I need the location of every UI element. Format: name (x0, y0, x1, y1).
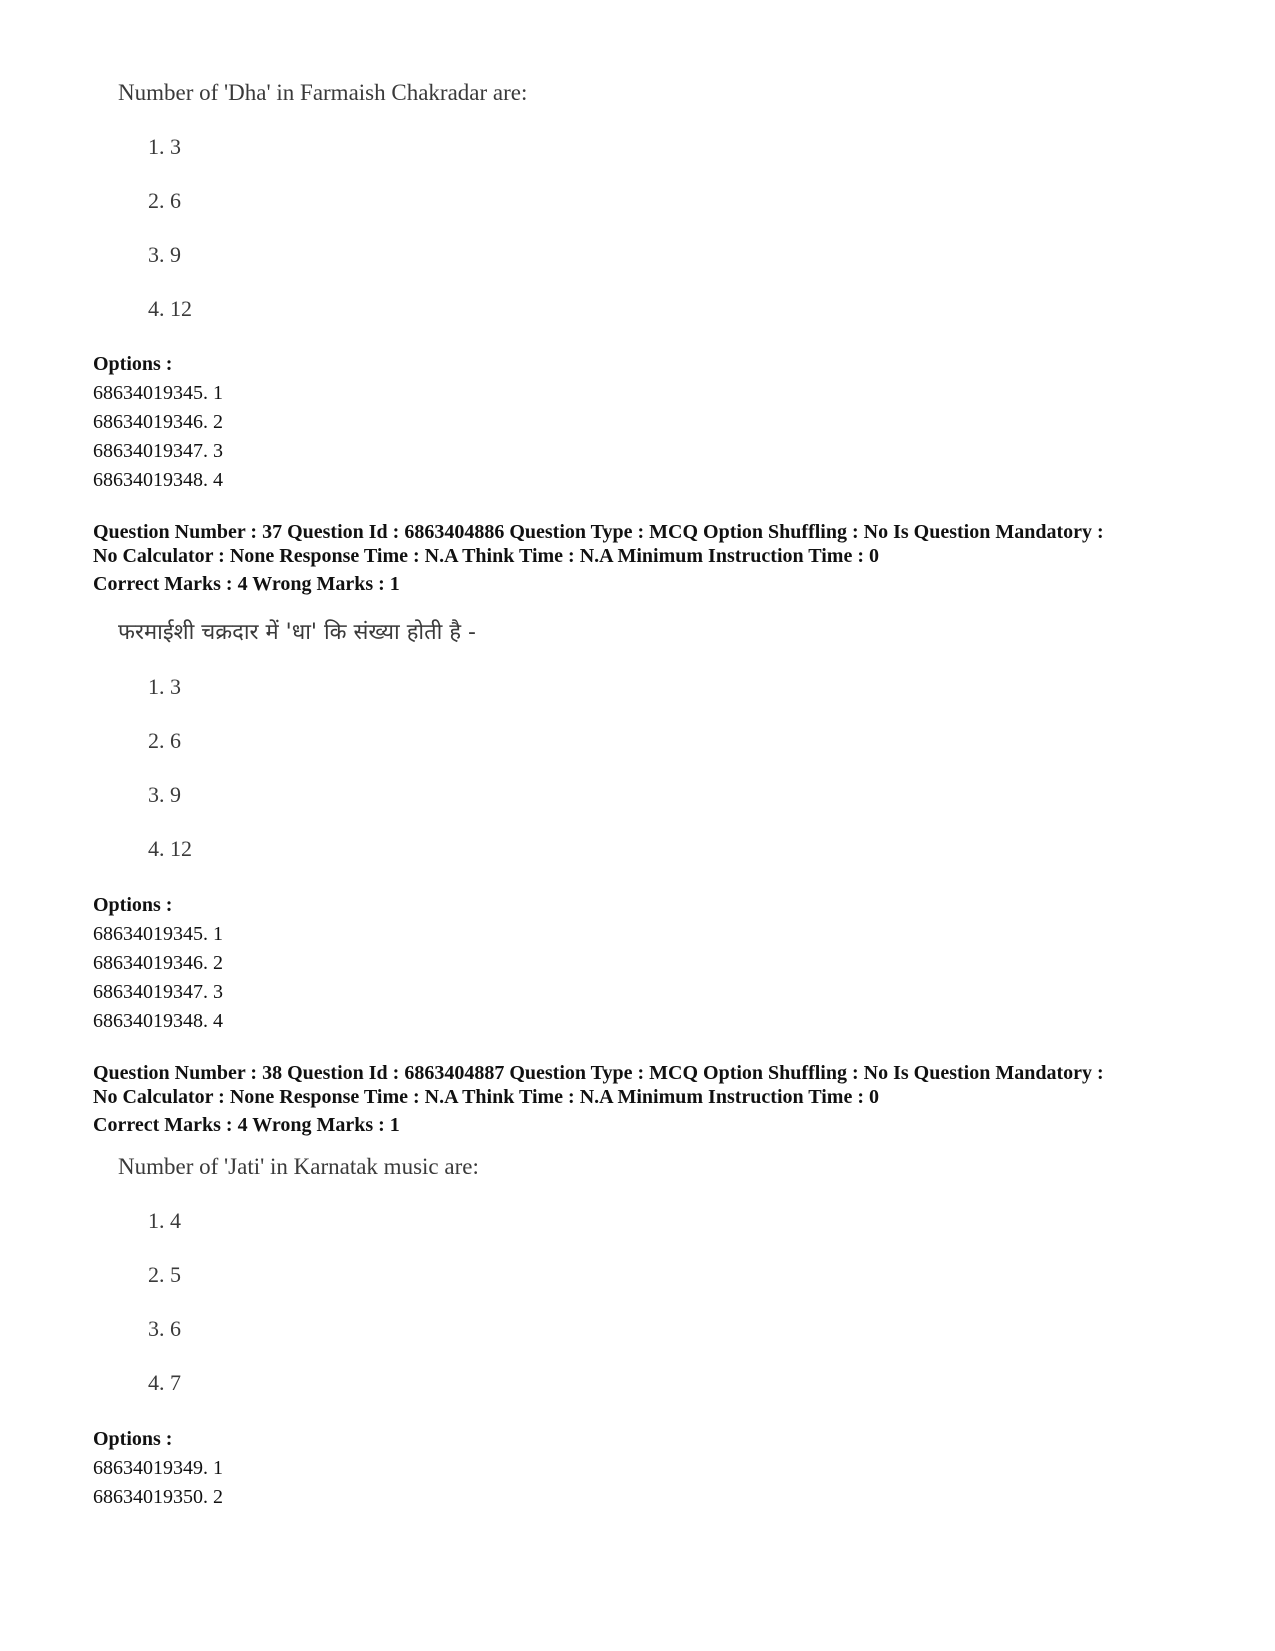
question-meta-line: Question Number : 38 Question Id : 6863404887 Question Type : MCQ Option Shuffling : No Is Question Mandatory : (93, 1062, 1104, 1084)
option-row: 68634019347. 3 (93, 440, 223, 462)
question-stem: फरमाईशी चक्रदार में 'धा' कि संख्या होती है - (118, 620, 476, 645)
question-choice: 3. 6 (148, 1316, 181, 1341)
question-marks: Correct Marks : 4 Wrong Marks : 1 (93, 573, 400, 595)
option-row: 68634019346. 2 (93, 411, 223, 433)
options-list-36 (93, 350, 223, 495)
question-choice: 4. 12 (148, 296, 192, 321)
options-heading: Options : (93, 894, 173, 916)
option-row: 68634019348. 4 (93, 1010, 223, 1032)
question-stem: Number of 'Dha' in Farmaish Chakradar are: (118, 80, 528, 105)
question-choice: 4. 12 (148, 836, 192, 861)
question-choice: 2. 6 (148, 728, 181, 753)
question-meta-line: No Calculator : None Response Time : N.A Think Time : N.A Minimum Instruction Time : 0 (93, 1086, 879, 1108)
options-list-37 (93, 891, 223, 1036)
question-choice: 2. 5 (148, 1262, 181, 1287)
question-choice: 4. 7 (148, 1370, 181, 1395)
question-choice: 3. 9 (148, 242, 181, 267)
question-choice: 1. 3 (148, 674, 181, 699)
option-row: 68634019345. 1 (93, 923, 223, 945)
question-image-36 (118, 78, 527, 324)
option-row: 68634019347. 3 (93, 981, 223, 1003)
question-meta-37 (93, 520, 1243, 596)
question-meta-line: No Calculator : None Response Time : N.A Think Time : N.A Minimum Instruction Time : 0 (93, 545, 879, 567)
question-stem: Number of 'Jati' in Karnatak music are: (118, 1154, 479, 1179)
question-choice: 1. 3 (148, 134, 181, 159)
question-image-37 (118, 618, 476, 864)
option-row: 68634019346. 2 (93, 952, 223, 974)
option-row: 68634019348. 4 (93, 469, 223, 491)
question-choice: 3. 9 (148, 782, 181, 807)
question-image-38 (118, 1152, 479, 1398)
question-choice: 2. 6 (148, 188, 181, 213)
question-marks: Correct Marks : 4 Wrong Marks : 1 (93, 1114, 400, 1136)
option-row: 68634019345. 1 (93, 382, 223, 404)
question-meta-38 (93, 1061, 1243, 1137)
options-heading: Options : (93, 353, 173, 375)
option-row: 68634019350. 2 (93, 1486, 223, 1508)
question-choice: 1. 4 (148, 1208, 181, 1233)
option-row: 68634019349. 1 (93, 1457, 223, 1479)
options-list-38 (93, 1425, 223, 1512)
options-heading: Options : (93, 1428, 173, 1450)
question-meta-line: Question Number : 37 Question Id : 6863404886 Question Type : MCQ Option Shuffling : No Is Question Mandatory : (93, 521, 1104, 543)
